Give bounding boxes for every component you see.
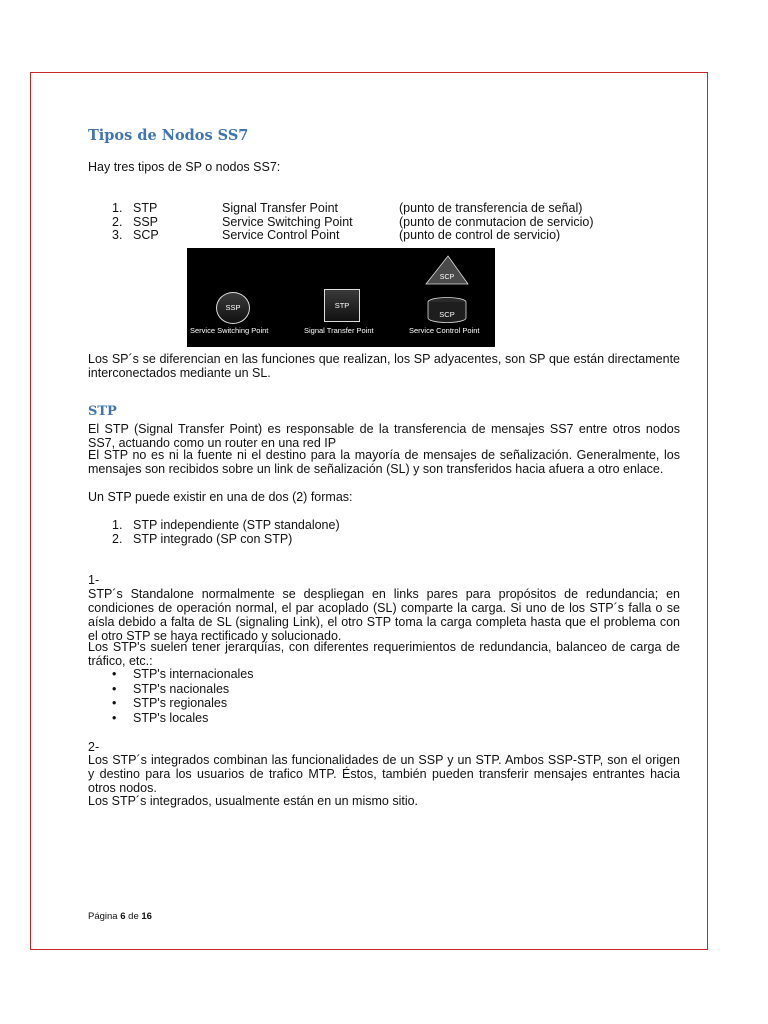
scp-caption: Service Control Point <box>409 326 480 335</box>
type-desc: (punto de transferencia de señal) <box>399 201 583 215</box>
footer-of-word: de <box>128 911 139 922</box>
footer-page-word: Página <box>88 911 118 922</box>
section-1-body-2: Los STP's suelen tener jerarquías, con diferentes requerimientos de redundancia, balanceo de carga de tráfico, etc.: <box>88 640 680 668</box>
section-2-body: Los STP´s integrados combinan las funcionalidades de un SSP y un STP. Ambos SSP-STP, son el origen y destino para los usuarios de trafico MTP. Éstos, también pueden transferir mensajes entrantes hacia otros nodos. <box>88 753 680 795</box>
stp-description-2: El STP no es ni la fuente ni el destino para la mayoría de mensajes de señalización. Generalmente, los mensajes son recibidos sobre un link de señalización (SL) y son transferidos hacia afuera a otro enlace. <box>88 448 680 476</box>
type-desc: (punto de conmutacion de servicio) <box>399 214 594 229</box>
stp-description: El STP (Signal Transfer Point) es responsable de la transferencia de mensajes SS7 entre otros nodos SS7, actuando como un router en una red IP <box>88 422 680 450</box>
section-2-body-2: Los STP´s integrados, usualmente están en un mismo sitio. <box>88 794 419 808</box>
list-item: 1. STP independiente (STP standalone) <box>112 518 340 532</box>
list-item: • STP's locales <box>112 710 209 725</box>
type-number: 1. <box>112 201 123 215</box>
sp-description: Los SP´s se diferencian en las funciones que realizan, los SP adyacentes, son SP que están directamente interconectados mediante un SL. <box>88 352 680 380</box>
footer-page-total: 16 <box>141 911 152 922</box>
type-name: Signal Transfer Point <box>222 201 339 215</box>
type-name: Service Switching Point <box>222 214 353 229</box>
section-1-body: STP´s Standalone normalmente se despliegan en links pares para propósitos de redundancia; en condiciones de operación normal, el par acoplado (SL) comparte la carga. Si uno de los STP´s falla o se aísla debido a falta de SL (signaling Link), el otro STP toma la carga completa hasta que el problema con el otro STP se haya rectificado y solucionado. <box>88 587 680 643</box>
list-item: • STP's nacionales <box>112 681 230 696</box>
ssp-circle-icon: SSP <box>216 292 250 324</box>
page-footer <box>88 911 152 922</box>
stp-heading: STP <box>88 404 117 419</box>
type-abbr: SCP <box>133 228 159 242</box>
footer-page-number: 6 <box>120 911 126 922</box>
type-abbr: SSP <box>133 214 159 229</box>
forms-list <box>112 518 340 546</box>
stp-hierarchy-list <box>112 667 254 725</box>
list-item: • STP's regionales <box>112 696 228 710</box>
scp-bottom-label: SCP <box>439 310 455 319</box>
type-name: Service Control Point <box>222 228 340 242</box>
type-number: 3. <box>112 228 123 242</box>
ssp-caption: Service Switching Point <box>190 326 269 335</box>
section-2-number: 2- <box>88 740 100 754</box>
type-desc: (punto de control de servicio) <box>399 228 561 242</box>
type-number: 2. <box>112 214 123 229</box>
list-item: 2. STP integrado (SP con STP) <box>112 532 293 546</box>
section-1-number: 1- <box>88 573 100 587</box>
stp-square-icon: STP <box>324 289 360 322</box>
type-abbr: STP <box>133 201 158 215</box>
list-item: • STP's internacionales <box>112 667 254 681</box>
node-types-diagram <box>187 248 495 347</box>
scp-top-label: SCP <box>439 274 455 281</box>
stp-caption: Signal Transfer Point <box>304 326 374 335</box>
page-border <box>30 72 708 950</box>
intro-text: Hay tres tipos de SP o nodos SS7: <box>88 160 281 174</box>
forms-intro: Un STP puede existir en una de dos (2) formas: <box>88 490 353 504</box>
scp-database-icon <box>423 254 473 324</box>
page-title: Tipos de Nodos SS7 <box>88 127 249 144</box>
